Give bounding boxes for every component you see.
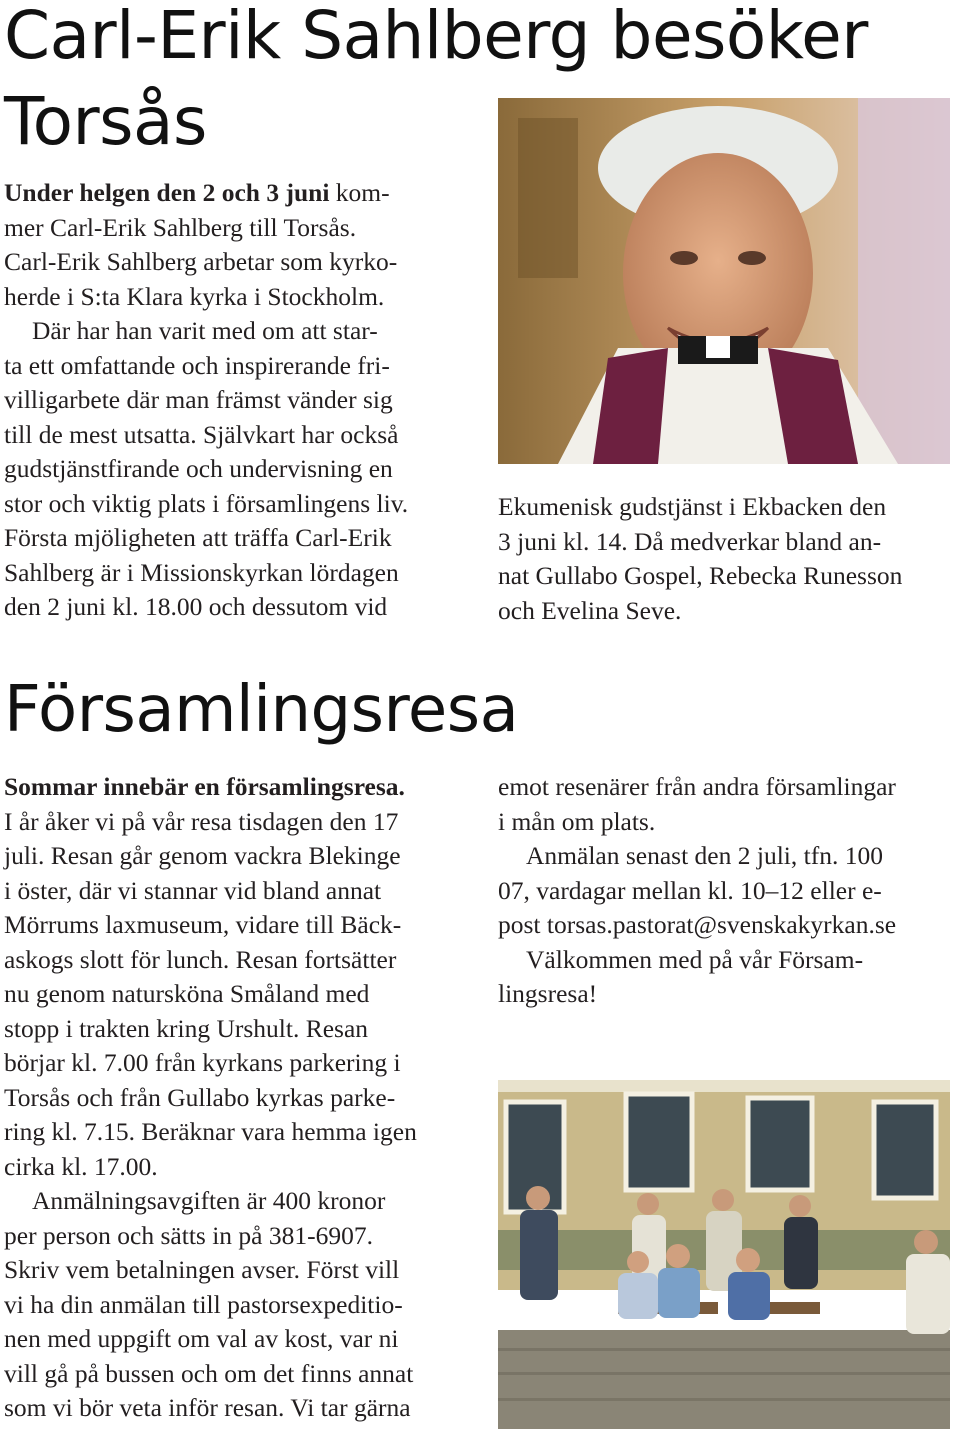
text-line: emot resenärer från andra församlingar [498,772,896,801]
section-title: Församlingsresa [4,673,519,747]
text-line: cirka kl. 17.00. [4,1151,158,1181]
text-line: den 2 juni kl. 18.00 och dessutom vid [4,592,388,621]
article-paragraph [4,1184,452,1426]
text-line: och Evelina Seve. [498,595,682,625]
text-line: Ekumenisk gudstjänst i Ekbacken den [498,492,887,521]
text-line: gudstjänstfirande och undervisning en [4,454,393,483]
article-paragraph [498,943,950,1012]
photo-caption [498,490,950,628]
text-line: vi ha din anmälan till pastorsexpeditio- [4,1289,403,1319]
text-line: villigarbete där man främst vänder sig [4,385,393,414]
text-line: nat Gullabo Gospel, Rebecka Runesson [498,561,903,590]
text-line: Sahlberg är i Missionskyrkan lördagen [4,557,399,587]
portrait-photo [498,98,950,464]
text-line: Torsås och från Gullabo kyrkas parke- [4,1082,396,1112]
text-line: Välkommen med på vår Försam- [526,944,864,974]
text-line: nen med uppgift om val av kost, var ni [4,1324,399,1353]
text-line: vill gå på bussen och om det finns annat [4,1358,414,1388]
text-line: börjar kl. 7.00 från kyrkans parkering i [4,1048,401,1077]
text-line: post torsas.pastorat@svenskakyrkan.se [498,910,897,939]
article-body-right [498,770,950,1012]
text-line: I år åker vi på vår resa tisdagen den 17 [4,806,399,836]
article-body-left [4,770,452,1426]
article-paragraph [4,176,452,314]
text-line: Mörrums laxmuseum, vidare till Bäck- [4,910,402,939]
text-line: 3 juni kl. 14. Då medverkar bland an- [498,526,882,556]
article-title-continued: Torsås [4,83,207,160]
text-line: 07, vardagar mellan kl. 10–12 eller e- [498,875,882,905]
text-line: i öster, där vi stannar vid bland annat [4,875,382,905]
text-line: kom- [329,178,390,207]
text-line: ring kl. 7.15. Beräknar vara hemma igen [4,1117,417,1146]
article-paragraph [498,839,950,943]
text-line: till de mest utsatta. Självkart har också [4,419,399,449]
caption-paragraph [498,490,950,628]
text-line: nu genom natursköna Småland med [4,979,370,1008]
lead-text: Under helgen den 2 och 3 juni [4,178,330,207]
text-line: Första mjöligheten att träffa Carl-Erik [4,523,392,552]
text-line: ta ett omfattande och inspirerande fri- [4,350,390,380]
article-paragraph [498,770,950,839]
text-line: mer Carl-Erik Sahlberg till Torsås. [4,212,357,242]
group-photo [498,1080,950,1429]
lead-text: Sommar innebär en församlingsresa. [4,772,405,801]
text-line: Anmälningsavgiften är 400 kronor [32,1186,386,1215]
article-title: Carl-Erik Sahlberg besöker [4,0,868,74]
text-line: lingsresa! [498,979,598,1008]
text-line: i mån om plats. [498,806,656,836]
text-line: Skriv vem betalningen avser. Först vill [4,1255,400,1284]
article-paragraph [4,770,452,1184]
text-line: Anmälan senast den 2 juli, tfn. 100 [526,841,883,870]
text-line: askogs slott för lunch. Resan fortsätter [4,944,397,974]
text-line: Carl-Erik Sahlberg arbetar som kyrko- [4,247,398,276]
text-line: som vi bör veta inför resan. Vi tar gärna [4,1393,411,1422]
text-line: Där har han varit med om att star- [32,316,378,345]
text-line: stopp i trakten kring Urshult. Resan [4,1013,369,1043]
article-body [4,176,452,625]
article-paragraph [4,314,452,625]
text-line: per person och sätts in på 381-6907. [4,1220,373,1250]
text-line: juli. Resan går genom vackra Blekinge [4,841,401,870]
text-line: herde i S:ta Klara kyrka i Stockholm. [4,281,385,311]
text-line: stor och viktig plats i församlingens liv. [4,488,409,518]
